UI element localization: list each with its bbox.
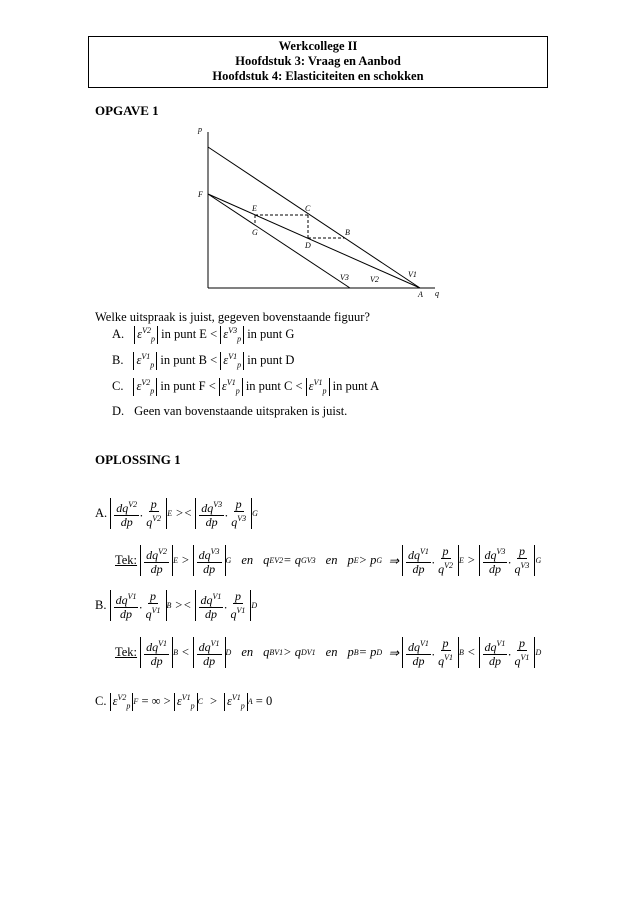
tek-a: Tek: — [115, 553, 138, 567]
solution-c-letter: C. — [95, 694, 107, 709]
point-c: C — [305, 204, 311, 213]
curve-v3 — [208, 194, 350, 288]
solution-b-tek: Tek: $dq^{V1}$ dp B < $dq^{V1}$ dp D en q B V1 > q D V1 en p B = p D ⇒ $dq^{V1}$ dp . $\frac{p}{q^{V1}}$ B < $dq^{V1}$ dp . $\frac{p}{q^{V1}}$ D — [115, 636, 542, 668]
solution-a-letter: A. — [95, 506, 108, 520]
oplossing-title: OPLOSSING 1 — [95, 452, 181, 467]
solution-b-letter: B. — [95, 598, 107, 612]
demand-figure — [190, 120, 450, 305]
label-p: p — [198, 125, 202, 134]
option-d — [112, 404, 347, 419]
solution-b: B. $dq^{V1}$ dp . $\frac{p}{q^{V1}}$ B >< $dq^{V1}$ dp . $\frac{p}{q^{V1}}$ D — [95, 589, 258, 621]
point-d: D — [305, 241, 311, 250]
curve-v1 — [208, 147, 420, 288]
solution-c-end: = 0 — [255, 694, 273, 709]
option-a-text-1: in punt E < — [161, 327, 218, 342]
point-b: B — [345, 228, 350, 237]
en-b1: en — [241, 645, 254, 659]
curve-v2 — [208, 194, 420, 288]
label-v2: V2 — [370, 275, 379, 284]
option-d-letter: D. — [112, 404, 125, 418]
en-b2: en — [325, 645, 338, 659]
option-b-text-2: in punt D — [247, 353, 295, 368]
label-v1: V1 — [408, 270, 417, 279]
label-v3: V3 — [340, 273, 349, 282]
en-a2: en — [325, 553, 338, 567]
header-line-2: Hoofdstuk 3: Vraag en Aanbod — [235, 54, 401, 68]
option-a: A. $\varepsilon^{V2}_p$ in punt E < $\varepsilon^{V3}_p$ in punt G — [112, 326, 295, 344]
option-b-letter: B. — [112, 353, 124, 368]
option-b: B. $\varepsilon^{V1}_p$ in punt B < $\varepsilon^{V1}_p$ in punt D — [112, 352, 295, 370]
en-a1: en — [241, 553, 254, 567]
solution-c: C. $\varepsilon^{V2}_p$ F = ∞ > $\varepsilon^{V1}_p$ C > $\varepsilon^{V1}_p$ A = 0 — [95, 693, 273, 711]
option-d-text: Geen van bovenstaande uitspraken is juist. — [134, 404, 348, 418]
question-text: Welke uitspraak is juist, gegeven bovenstaande figuur? — [95, 310, 370, 324]
option-c: C. $\varepsilon^{V2}_p$ in punt F < $\varepsilon^{V1}_p$ in punt C < $\varepsilon^{V1}_p$ in punt A — [112, 378, 380, 396]
option-a-text-2: in punt G — [247, 327, 295, 342]
label-q: q — [435, 289, 439, 298]
tek-b: Tek: — [115, 645, 138, 659]
point-e: E — [252, 204, 257, 213]
solution-c-eq: = ∞ > — [141, 694, 171, 709]
option-c-text-3: in punt A — [332, 379, 380, 394]
point-a: A — [418, 290, 423, 299]
header-box — [88, 36, 548, 88]
option-c-text-2: in punt C < — [245, 379, 303, 394]
header-line-3: Hoofdstuk 4: Elasticiteiten en schokken — [212, 69, 424, 83]
solution-a-tek: Tek: $dq^{V2}$ dp E > $dq^{V3}$ dp G en q E V2 = q G V3 en p E > p G ⇒ $dq^{V1}$ dp . $\frac{p}{q^{V2}}$ E > $dq^{V3}$ dp . $\frac{p}{q^{V3}}$ G — [115, 544, 542, 576]
point-f: F — [198, 190, 203, 199]
opgave-title: OPGAVE 1 — [95, 103, 159, 118]
solution-a: A. $dq^{V2}$ dp . $\frac{p}{q^{V2}}$ E >< $dq^{V3}$ dp . $\frac{p}{q^{V3}}$ G — [95, 497, 258, 529]
option-b-text-1: in punt B < — [160, 353, 218, 368]
header-line-1: Werkcollege II — [278, 39, 358, 53]
point-g: G — [252, 228, 258, 237]
option-c-text-1: in punt F < — [160, 379, 216, 394]
option-a-letter: A. — [112, 327, 125, 342]
option-c-letter: C. — [112, 379, 124, 394]
